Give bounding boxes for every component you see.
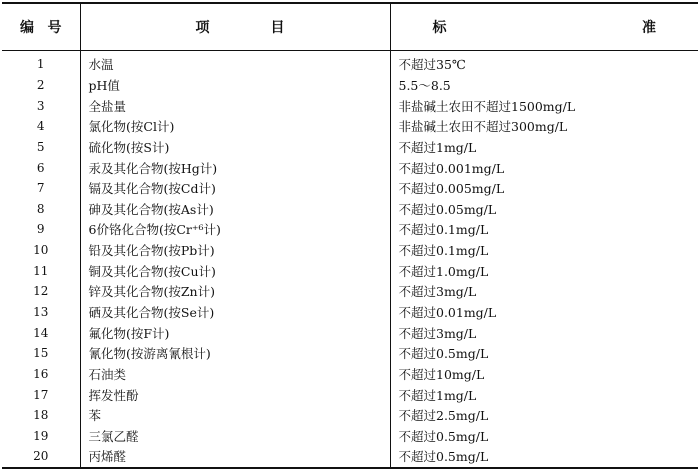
table-row [2,75,698,96]
row-item: 挥发性酚 [80,384,390,405]
row-number: 6 [36,160,45,175]
table-row [2,364,698,385]
row-number: 9 [36,222,45,237]
row-number: 1 [36,57,45,72]
row-item: 苯 [80,405,390,426]
header-number [2,3,80,51]
table-row [2,446,698,468]
table-row [2,343,698,364]
row-number: 13 [33,305,49,319]
row-number: 10 [33,243,49,258]
row-standard: 不超过1mg/L [390,137,698,158]
row-standard: 不超过1mg/L [390,384,698,405]
table-body [2,51,698,468]
row-standard: 不超过0.5mg/L [390,343,698,364]
table-row [2,405,698,426]
header-item-char-2: 目 [270,20,285,36]
row-item: 铅及其化合物(按Pb计) [80,240,390,261]
row-number: 15 [33,346,49,361]
table-row [2,426,698,447]
table-row [2,281,698,302]
row-item: 石油类 [80,364,390,385]
table-row [2,302,698,323]
header-number-char-1: 编 [20,20,34,36]
row-standard: 不超过0.1mg/L [390,240,698,261]
row-item: pH值 [80,75,390,96]
table-row [2,219,698,240]
row-item: 锌及其化合物(按Zn计) [80,281,390,302]
row-number: 4 [36,119,45,134]
table-header-row [2,3,698,51]
row-standard: 不超过0.005mg/L [390,178,698,199]
water-quality-standard-table [2,2,698,469]
row-standard: 不超过0.5mg/L [390,426,698,447]
header-standard-char-1: 标 [432,20,447,36]
row-number: 19 [33,428,49,443]
table-row [2,157,698,178]
header-item-char-1: 项 [195,20,210,36]
table-row [2,51,698,75]
row-item: 水温 [80,51,390,75]
row-standard: 5.5～8.5 [390,75,698,96]
row-number: 2 [36,77,45,92]
row-item: 砷及其化合物(按As计) [80,198,390,219]
table-row [2,198,698,219]
row-standard: 不超过0.1mg/L [390,219,698,240]
row-standard: 不超过10mg/L [390,364,698,385]
row-number: 17 [33,387,49,402]
row-number: 7 [36,181,45,196]
table-row [2,322,698,343]
row-standard: 不超过0.01mg/L [390,302,698,323]
row-number: 5 [36,139,45,154]
row-number: 12 [33,284,49,299]
table-row [2,116,698,137]
row-item: 氯化物(按Cl计) [80,116,390,137]
row-standard: 不超过1.0mg/L [390,260,698,281]
row-item: 铜及其化合物(按Cu计) [80,260,390,281]
row-item: 丙烯醛 [80,446,390,468]
row-number: 3 [36,98,45,113]
row-number: 14 [33,325,49,340]
row-number: 16 [33,366,49,381]
table-row [2,137,698,158]
row-standard: 不超过3mg/L [390,322,698,343]
header-standard [390,3,698,51]
row-number: 8 [36,201,45,216]
row-item: 镉及其化合物(按Cd计) [80,178,390,199]
header-standard-char-2: 准 [642,20,656,36]
row-item: 三氯乙醛 [80,426,390,447]
row-standard: 不超过0.001mg/L [390,157,698,178]
row-standard: 不超过2.5mg/L [390,405,698,426]
row-item: 氟化物(按F计) [80,322,390,343]
row-item: 汞及其化合物(按Hg计) [80,157,390,178]
row-item: 氰化物(按游离氰根计) [80,343,390,364]
row-item: 硫化物(按S计) [80,137,390,158]
row-item: 全盐量 [80,95,390,116]
row-item: 硒及其化合物(按Se计) [80,302,390,323]
table-row [2,95,698,116]
header-item [80,3,390,51]
table-row [2,240,698,261]
row-standard: 非盐碱土农田不超过1500mg/L [390,95,698,116]
row-number: 20 [33,449,49,464]
table-row [2,260,698,281]
row-standard: 不超过35℃ [390,51,698,75]
row-standard: 不超过0.5mg/L [390,446,698,468]
row-number: 11 [33,263,49,278]
row-number: 18 [33,408,49,423]
row-standard: 不超过0.05mg/L [390,198,698,219]
table-row [2,178,698,199]
row-item: 6价铬化合物(按Cr⁺⁶计) [80,219,390,240]
row-standard: 不超过3mg/L [390,281,698,302]
header-number-char-2: 号 [47,20,62,36]
row-standard: 非盐碱土农田不超过300mg/L [390,116,698,137]
table-row [2,384,698,405]
